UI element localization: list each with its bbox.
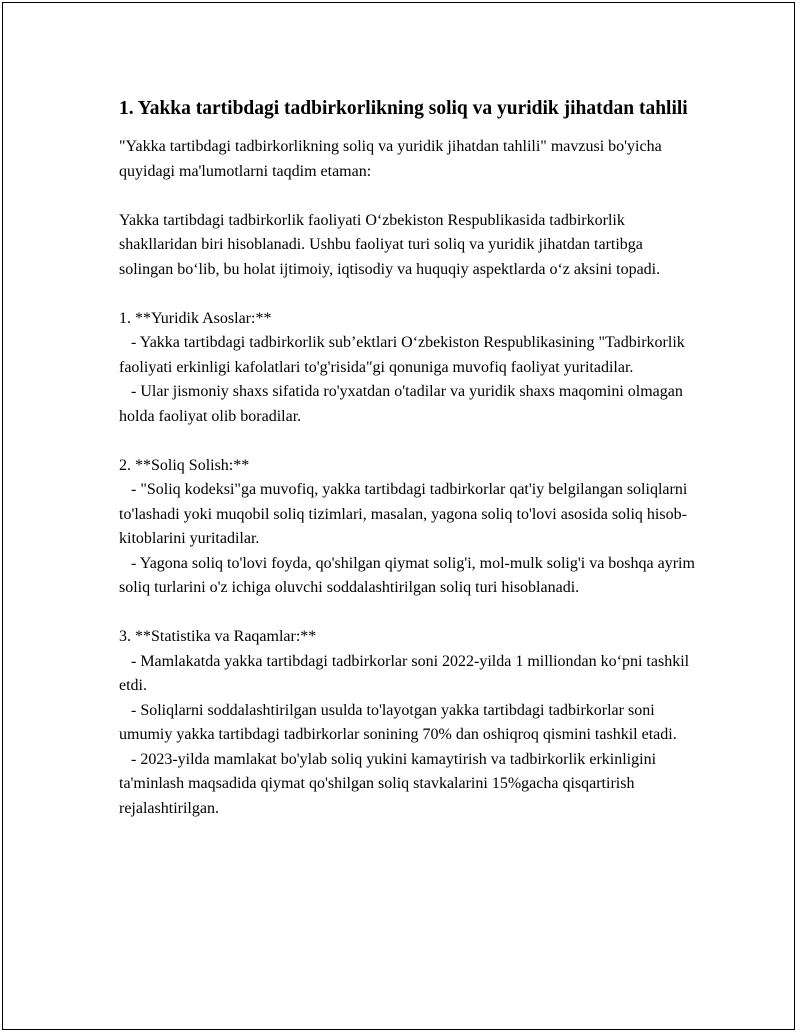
document-body: "Yakka tartibdagi tadbirkorlikning soliq va yuridik jihatdan tahlili" mavzusi bo'yicha quyidagi ma'lumotlarni taqdim etaman: Yakka tartibdagi tadbirkorlik faoliyati O‘zbekiston Respublikasida tadbirkorlik shakllaridan biri hisoblanadi. Ushbu faoliyat turi soliq va yuridik jihatdan tartibga solingan bo‘lib, bu holat ijtimoiy, iqtisodiy va huquqiy aspektlarda o‘z aksini topadi. 1. **Yuridik Asoslar:** - Yakka tartibdagi tadbirkorlik sub’ektlari O‘zbekiston Respublikasining "Tadbirkorlik faoliyati erkinligi kafolatlari to'g'risida"gi qonuniga muvofiq faoliyat yuritadilar. - Ular jismoniy shaxs sifatida ro'yxatdan o'tadilar va yuridik shaxs maqomini olmagan holda faoliyat olib boradilar. 2. **Soliq Solish:** - "Soliq kodeksi"ga muvofiq, yakka tartibdagi tadbirkorlar qat'iy belgilangan soliqlarni to'lashadi yoki muqobil soliq tizimlari, masalan, yagona soliq to'lovi asosida soliq hisob-kitoblarini yuritadilar. - Yagona soliq to'lovi foyda, qo'shilgan qiymat solig'i, mol-mulk solig'i va boshqa ayrim soliq turlarini o'z ichiga oluvchi soddalashtirilgan soliq turi hisoblanadi. 3. **Statistika va Raqamlar:** - Mamlakatda yakka tartibdagi tadbirkorlar soni 2022-yilda 1 milliondan ko‘pni tashkil etdi. - Soliqlarni soddalashtirilgan usulda to'layotgan yakka tartibdagi tadbirkorlar soni umumiy yakka tartibdagi tadbirkorlar sonining 70% dan oshiqroq qismini tashkil etadi. - 2023-yilda mamlakat bo'ylab soliq yukini kamaytirish va tadbirkorlik erkinligini ta'minlash maqsadida qiymat qo'shilgan soliq stavkalarini 15%gacha qisqartirish rejalashtirilgan. [119,138,695,817]
document-title: 1. Yakka tartibdagi tadbirkorlikning soliq va yuridik jihatdan tahlili [119,98,688,119]
document-content [119,95,699,821]
document-page [2,2,795,1030]
